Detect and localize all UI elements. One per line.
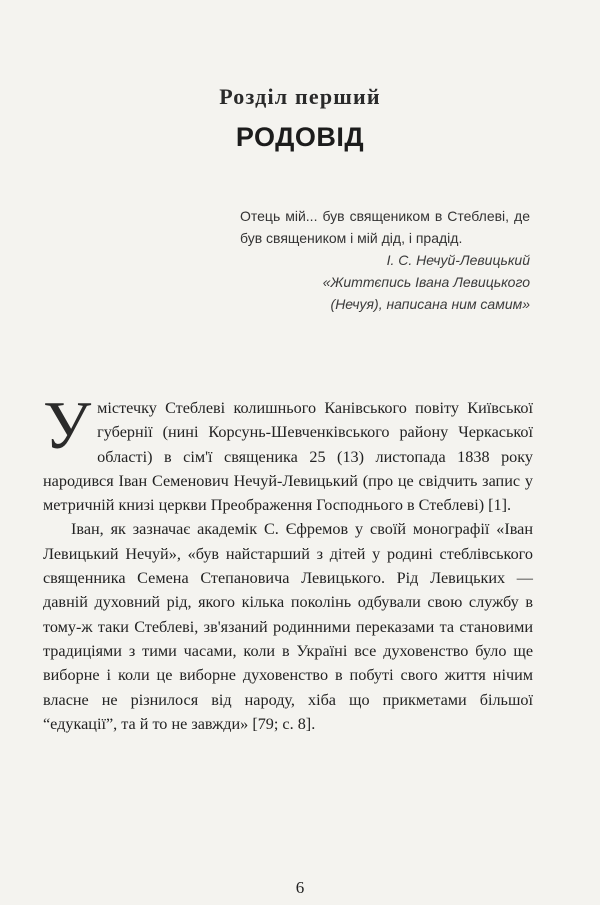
paragraph-1-text: містечку Стеблеві колишнього Канівського повіту Київської губернії (нині Корсунь-Шевченківського району Черкаської області) в сім'ї священика 25 (13) листопада 1838 року народився Іван Семенович Нечуй-Левицький (про це свідчить запис у метричній книзі церкви Преображення Господнього в Стеблеві) [1]. <box>43 399 533 515</box>
epigraph-source-line2: (Нечуя), написана ним самим» <box>330 296 530 312</box>
epigraph-source-line1: «Життєпись Івана Левицького <box>322 274 530 290</box>
epigraph <box>240 205 530 315</box>
epigraph-author: І. С. Нечуй-Левицький <box>386 252 530 268</box>
epigraph-quote: Отець мій... був священиком в Стеблеві, де був священиком і мій дід, і прадід. <box>240 208 530 246</box>
paragraph-1 <box>43 387 533 517</box>
paragraph-2: Іван, як зазначає академік С. Єфремов у своїй монографії «Іван Левицький Нечуй», «був найстарший з дітей у родині стеблівського священника Семена Степановича Левицького. Рід Левицьких — давній духовний рід, якого кілька поколінь одбували свою службу в тому-ж таки Стеблеві, зв'язаний родинними переказами та становими традиціями з тими часами, коли в Україні все духовенство було ще виборне і коли це виборне духовенство в побуті свого життя нічим власне не різнилося від народу, хіба що прикметами більшої “едукації”, та й то не завжди» [79; с. 8]. <box>43 520 533 733</box>
body-text <box>43 387 533 736</box>
page-number: 6 <box>295 878 305 897</box>
section-label: Розділ перший <box>219 84 381 109</box>
drop-cap: У <box>43 387 92 463</box>
chapter-title: РОДОВІД <box>235 122 365 152</box>
